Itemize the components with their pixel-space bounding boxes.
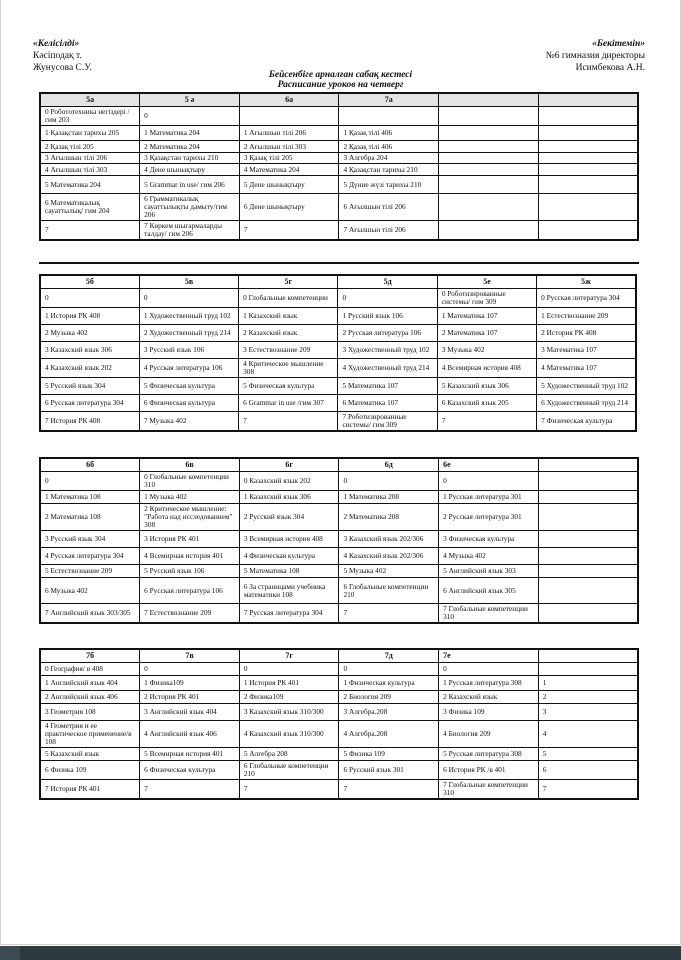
lesson-cell: 1 История РК 401 [239, 676, 339, 691]
lesson-cell: 0 Казахский язык 202 [239, 472, 339, 491]
lesson-cell: 7 Музыка 402 [139, 412, 238, 432]
lesson-cell: 4 Художественный труд 214 [338, 359, 437, 378]
lesson-cell: 0 [140, 107, 240, 126]
lesson-cell: 4 Всемирная история 401 [140, 548, 240, 565]
title-kazakh: Бейсенбіге арналған сабақ кестесі [268, 70, 413, 80]
lesson-cell: 3 Алгебра.208 [339, 704, 439, 721]
lesson-cell: 0 Глобальные компетенции [239, 289, 338, 308]
lesson-cell: 7 Физическая культура [537, 412, 636, 432]
lesson-cell: 6 Русская литература 106 [140, 578, 240, 604]
lesson-cell [538, 141, 638, 153]
lesson-cell: 1 Ағылшын тілі 206 [239, 126, 339, 141]
lesson-cell: 4 Русская литература 304 [40, 548, 140, 565]
class-header: 5д [338, 275, 437, 289]
class-header [538, 649, 638, 663]
lesson-cell: 7 [239, 221, 339, 241]
lesson-cell: 6 История РК /в 401 [439, 761, 539, 780]
schedule-table-grade5a-7a [39, 92, 639, 241]
lesson-cell: 2 Биология 209 [339, 691, 439, 704]
lesson-cell [439, 107, 539, 126]
class-header: 5а [40, 93, 140, 107]
lesson-cell: 2 Художественный труд 214 [139, 325, 238, 342]
lesson-cell: 0 [439, 472, 539, 491]
lesson-cell: 6 Русский язык 301 [339, 761, 439, 780]
lesson-cell [538, 604, 638, 624]
lesson-row [40, 604, 638, 624]
lesson-cell: 5 Алгебра 208 [239, 748, 339, 761]
class-header [538, 458, 638, 472]
lesson-row [40, 721, 638, 748]
lesson-cell: 5 [538, 748, 638, 761]
lesson-cell: 0 [140, 663, 240, 676]
lesson-cell: 7 [437, 412, 536, 432]
lesson-cell: 4 Всемирная история 408 [437, 359, 536, 378]
lesson-cell: 0 [40, 472, 140, 491]
lesson-cell [538, 491, 638, 504]
lesson-row [40, 308, 636, 325]
lesson-cell: 1 Қазақстан тарихы 205 [40, 126, 140, 141]
lesson-cell: 3 Математика 107 [537, 342, 636, 359]
lesson-cell: 1 Английский язык 404 [40, 676, 140, 691]
lesson-cell [339, 107, 439, 126]
lesson-cell: 5 Русский язык 304 [40, 378, 139, 395]
class-header: 7д [339, 649, 439, 663]
lesson-cell: 2 История РК 408 [537, 325, 636, 342]
lesson-cell: 2 [538, 691, 638, 704]
lesson-cell: 2 Музыка 402 [40, 325, 139, 342]
lesson-cell: 5 Математика 204 [40, 176, 140, 194]
lesson-cell [538, 176, 638, 194]
lesson-cell: 7 Көркем шығармаларды талдау/ гим 206 [140, 221, 240, 241]
lesson-cell: 7 Роботизированные системы/ гим 309 [338, 412, 437, 432]
class-header: 5б [40, 275, 139, 289]
lesson-cell: 5 Физическая культура [139, 378, 238, 395]
lesson-cell: 7 [538, 780, 638, 800]
lesson-cell: 6 Музыка 402 [40, 578, 140, 604]
lesson-cell: 5 Grammar in use/ гим 206 [140, 176, 240, 194]
lesson-cell: 6 Физика 109 [40, 761, 140, 780]
lesson-cell: 2 Русский язык 304 [239, 504, 339, 531]
scrollbar-thumb[interactable] [0, 946, 20, 960]
lesson-row [40, 164, 638, 176]
lesson-cell: 6 Художественный труд 214 [537, 395, 636, 412]
header-row [40, 275, 636, 289]
lesson-cell: 1 Математика 208 [339, 491, 439, 504]
lesson-cell: 5 Естествознание 209 [40, 565, 140, 578]
lesson-cell: 1 Физическая культура [339, 676, 439, 691]
lesson-cell: 5 Английский язык 303 [439, 565, 539, 578]
lesson-row [40, 748, 638, 761]
lesson-cell: 0 [338, 289, 437, 308]
class-header: 7е [439, 649, 539, 663]
schedule-table-grade6 [39, 457, 639, 624]
lesson-cell: 6 Казахский язык 205 [437, 395, 536, 412]
lesson-row [40, 126, 638, 141]
lesson-cell: 2 Математика 208 [339, 504, 439, 531]
lesson-cell: 3 Қазақстан тарихы 210 [140, 153, 240, 164]
lesson-cell: 3 Казахский язык 310/300 [239, 704, 339, 721]
lesson-cell: 6 Глобальные компетенции 210 [339, 578, 439, 604]
class-header [439, 93, 539, 107]
class-header: 5е [437, 275, 536, 289]
lesson-cell: 1 Математика 204 [140, 126, 240, 141]
lesson-cell: 2 Русская литература 106 [338, 325, 437, 342]
lesson-cell: 5 Дүние жүзі тарихы 210 [339, 176, 439, 194]
lesson-cell: 7 Ағылшын тілі 206 [339, 221, 439, 241]
lesson-row [40, 342, 636, 359]
lesson-cell: 4 Геометрия и ее практическое применение/в 108 [40, 721, 140, 748]
lesson-cell: 1 Физика109 [140, 676, 240, 691]
class-header: 7г [239, 649, 339, 663]
lesson-cell: 0 [239, 663, 339, 676]
approval-line2-left: Жунусова С.У. [33, 63, 92, 73]
lesson-row [40, 359, 636, 378]
class-header: 5в [139, 275, 238, 289]
lesson-cell: 4 Критическое мышление 308 [239, 359, 338, 378]
lesson-cell: 2 Математика 108 [40, 504, 140, 531]
lesson-row [40, 176, 638, 194]
lesson-cell: 1 Художественный труд 102 [139, 308, 238, 325]
lesson-cell: 2 Қазақ тілі 205 [40, 141, 140, 153]
lesson-cell: 2 Математика 204 [140, 141, 240, 153]
lesson-row [40, 289, 636, 308]
lesson-cell: 3 Русский язык 106 [139, 342, 238, 359]
lesson-row [40, 548, 638, 565]
lesson-cell: 3 Геометрия 108 [40, 704, 140, 721]
schedule-table-grade5 [39, 274, 637, 432]
lesson-cell: 2 Русская литература 301 [439, 504, 539, 531]
class-header: 6д [339, 458, 439, 472]
approval-line1-left: Кәсіподақ т. [33, 51, 82, 61]
lesson-cell: 3 Казахский язык 306 [40, 342, 139, 359]
lesson-cell: 1 Музыка 402 [140, 491, 240, 504]
lesson-cell: 2 Математика 107 [437, 325, 536, 342]
lesson-cell: 3 Художественный труд 102 [338, 342, 437, 359]
lesson-cell: 4 Английский язык 406 [140, 721, 240, 748]
lesson-cell: 2 История РК 401 [140, 691, 240, 704]
lesson-row [40, 491, 638, 504]
approval-block-left [33, 38, 92, 74]
lesson-cell [538, 548, 638, 565]
lesson-cell: 7 История РК 408 [40, 412, 139, 432]
lesson-cell: 0 Русская литература 304 [537, 289, 636, 308]
lesson-cell: 1 Естествознание 209 [537, 308, 636, 325]
lesson-cell: 6 Английский язык 305 [439, 578, 539, 604]
lesson-cell: 6 Русская литература 304 [40, 395, 139, 412]
lesson-cell: 1 [538, 676, 638, 691]
lesson-cell: 7 [239, 780, 339, 800]
approval-line1-right: №6 гимназия директоры [545, 51, 645, 61]
lesson-cell: 7 История РК 401 [40, 780, 140, 800]
lesson-row [40, 325, 636, 342]
lesson-row [40, 153, 638, 164]
lesson-row [40, 676, 638, 691]
class-header: 5 ә [140, 93, 240, 107]
lesson-cell: 5 Казахский язык [40, 748, 140, 761]
schedule-table-grade7 [39, 648, 639, 800]
title-russian: Расписание уроков на четверг [277, 80, 404, 90]
lesson-row [40, 691, 638, 704]
lesson-cell: 7 Естествознание 209 [140, 604, 240, 624]
header-row [40, 93, 638, 107]
approval-label-left: «Келісілді» [33, 39, 80, 49]
lesson-cell [538, 164, 638, 176]
lesson-cell [439, 221, 539, 241]
lesson-cell: 4 Биология 209 [439, 721, 539, 748]
lesson-cell: 6 Математика 107 [338, 395, 437, 412]
lesson-cell [538, 472, 638, 491]
lesson-cell [538, 565, 638, 578]
lesson-cell [538, 107, 638, 126]
lesson-cell: 0 [40, 289, 139, 308]
lesson-row [40, 704, 638, 721]
lesson-cell: 0 Глобальные компетенции 310 [140, 472, 240, 491]
lesson-cell: 5 Казахский язык 306 [437, 378, 536, 395]
lesson-cell: 5 Физика 109 [339, 748, 439, 761]
lesson-cell: 2 Қазақ тілі 406 [339, 141, 439, 153]
lesson-cell: 7 [40, 221, 140, 241]
lesson-cell: 3 Казахский язык 202/306 [339, 531, 439, 548]
lesson-row [40, 194, 638, 221]
lesson-cell: 0 [339, 472, 439, 491]
lesson-cell: 1 Казахский язык [239, 308, 338, 325]
lesson-cell: 3 Всемирная история 408 [239, 531, 339, 548]
lesson-cell: 4 Математика 107 [537, 359, 636, 378]
class-header: 6г [239, 458, 339, 472]
lesson-cell: 4 [538, 721, 638, 748]
lesson-row [40, 663, 638, 676]
header-row [40, 458, 638, 472]
lesson-row [40, 578, 638, 604]
class-header: 6б [40, 458, 140, 472]
lesson-cell [439, 126, 539, 141]
lesson-cell [538, 221, 638, 241]
lesson-cell: 6 Грамматикалық сауаттылықты дамыту/гим 206 [140, 194, 240, 221]
lesson-cell: 0 География/ в 408 [40, 663, 140, 676]
lesson-row [40, 221, 638, 241]
lesson-cell: 1 Қазақ тілі 406 [339, 126, 439, 141]
lesson-cell: 1 Русская литература 301 [439, 491, 539, 504]
viewer-status-bar [0, 946, 681, 960]
lesson-cell: 3 Английский язык 404 [140, 704, 240, 721]
lesson-cell: 7 Английский язык 303/305 [40, 604, 140, 624]
lesson-cell: 5 Всемирная история 401 [140, 748, 240, 761]
lesson-cell: 4 Физическая культура [239, 548, 339, 565]
class-header [538, 93, 638, 107]
lesson-cell: 3 Русский язык 304 [40, 531, 140, 548]
lesson-cell [439, 141, 539, 153]
lesson-row [40, 780, 638, 800]
approval-block-right [546, 38, 645, 74]
approval-line2-right: Исимбекова А.Н. [575, 63, 645, 73]
lesson-cell: 6 За страницами учебника математики 108 [239, 578, 339, 604]
lesson-cell: 3 [538, 704, 638, 721]
header-row [40, 649, 638, 663]
lesson-cell: 5 Русская литература 308 [439, 748, 539, 761]
lesson-cell [538, 504, 638, 531]
lesson-cell: 0 Роботизированные системы/ гим 309 [437, 289, 536, 308]
lesson-cell [439, 194, 539, 221]
lesson-cell: 5 Математика 107 [338, 378, 437, 395]
lesson-cell: 6 Физическая культура [140, 761, 240, 780]
lesson-cell: 3 Ағылшын тілі 206 [40, 153, 140, 164]
approval-label-right: «Бекітемін» [592, 39, 645, 49]
lesson-cell: 3 Физическая культура [439, 531, 539, 548]
class-header: 6а [239, 93, 339, 107]
lesson-row [40, 531, 638, 548]
lesson-cell: 6 [538, 761, 638, 780]
lesson-cell: 3 Физика 109 [439, 704, 539, 721]
lesson-cell: 2 Ағылшын тілі 303 [239, 141, 339, 153]
lesson-cell: 2 Казахский язык [439, 691, 539, 704]
lesson-cell: 3 Қазақ тілі 205 [239, 153, 339, 164]
class-header: 7в [140, 649, 240, 663]
lesson-cell: 7 Глобальные компетенции 310 [439, 604, 539, 624]
lesson-cell: 6 Математикалық сауаттылық/ гим 204 [40, 194, 140, 221]
lesson-cell: 1 Русская литература 308 [439, 676, 539, 691]
lesson-cell: 4 Қазақстан тарихы 210 [339, 164, 439, 176]
lesson-cell: 1 Математика 108 [40, 491, 140, 504]
lesson-row [40, 412, 636, 432]
class-header: 6е [439, 458, 539, 472]
lesson-cell: 7 Глобальные компетенции 310 [439, 780, 539, 800]
lesson-cell: 1 Казахский язык 306 [239, 491, 339, 504]
lesson-cell: 5 Дене шынықтыру [239, 176, 339, 194]
lesson-cell: 1 Русский язык 106 [338, 308, 437, 325]
lesson-cell: 5 Художественный труд 102 [537, 378, 636, 395]
lesson-cell: 5 Математика 108 [239, 565, 339, 578]
class-header: 7а [339, 93, 439, 107]
lesson-cell: 4 Ағылшын тілі 303 [40, 164, 140, 176]
lesson-cell: 6 Дене шынықтыру [239, 194, 339, 221]
lesson-cell: 4 Алгебра.208 [339, 721, 439, 748]
lesson-cell: 5 Музыка 402 [339, 565, 439, 578]
lesson-cell: 6 Физическая культура [139, 395, 238, 412]
class-header: 5г [239, 275, 338, 289]
lesson-cell: 4 Музыка 402 [439, 548, 539, 565]
class-header: 5ж [537, 275, 636, 289]
lesson-cell [439, 176, 539, 194]
class-header: 6в [140, 458, 240, 472]
lesson-cell: 2 Критическое мышление: "Работа над исследованием" 308 [140, 504, 240, 531]
lesson-row [40, 378, 636, 395]
lesson-cell [538, 194, 638, 221]
lesson-cell: 4 Казахский язык 202 [40, 359, 139, 378]
lesson-cell: 0 [139, 289, 238, 308]
lesson-cell: 7 [239, 412, 338, 432]
lesson-cell: 3 Естествознание 209 [239, 342, 338, 359]
lesson-cell: 0 Робототехника негіздері /гим 203 [40, 107, 140, 126]
lesson-cell: 2 Казахский язык [239, 325, 338, 342]
lesson-cell: 1 Математика 107 [437, 308, 536, 325]
class-header: 7б [40, 649, 140, 663]
lesson-cell: 4 Дене шынықтыру [140, 164, 240, 176]
lesson-row [40, 141, 638, 153]
table-divider [39, 262, 639, 264]
lesson-row [40, 504, 638, 531]
lesson-cell: 7 [339, 780, 439, 800]
document-title [0, 70, 681, 90]
lesson-cell [239, 107, 339, 126]
lesson-cell [439, 164, 539, 176]
lesson-cell: 7 [339, 604, 439, 624]
lesson-cell: 6 Grammar in use /гим 307 [239, 395, 338, 412]
lesson-cell [538, 126, 638, 141]
lesson-row [40, 472, 638, 491]
lesson-cell: 3 Музыка 402 [437, 342, 536, 359]
lesson-cell: 2 Физика109 [239, 691, 339, 704]
lesson-cell: 2 Английский язык 406 [40, 691, 140, 704]
lesson-cell: 4 Казахский язык 310/300 [239, 721, 339, 748]
lesson-cell: 5 Русский язык 106 [140, 565, 240, 578]
lesson-cell [538, 578, 638, 604]
lesson-row [40, 565, 638, 578]
lesson-cell [538, 153, 638, 164]
lesson-cell [439, 153, 539, 164]
lesson-cell: 1 История РК 408 [40, 308, 139, 325]
lesson-cell: 4 Математика 204 [239, 164, 339, 176]
lesson-cell: 4 Казахский язык 202/306 [339, 548, 439, 565]
lesson-cell: 5 Физическая культура [239, 378, 338, 395]
lesson-row [40, 107, 638, 126]
lesson-cell [538, 531, 638, 548]
lesson-cell [538, 663, 638, 676]
lesson-cell: 7 [140, 780, 240, 800]
lesson-cell: 3 История РК 401 [140, 531, 240, 548]
lesson-cell: 7 Русская литература 304 [239, 604, 339, 624]
lesson-cell: 0 [339, 663, 439, 676]
lesson-cell: 4 Русская литература 106 [139, 359, 238, 378]
lesson-row [40, 761, 638, 780]
lesson-cell: 3 Алгебра 204 [339, 153, 439, 164]
lesson-cell: 6 Ағылшын тілі 206 [339, 194, 439, 221]
lesson-cell: 0 [439, 663, 539, 676]
lesson-row [40, 395, 636, 412]
lesson-cell: 6 Глобальные компетенции 210 [239, 761, 339, 780]
